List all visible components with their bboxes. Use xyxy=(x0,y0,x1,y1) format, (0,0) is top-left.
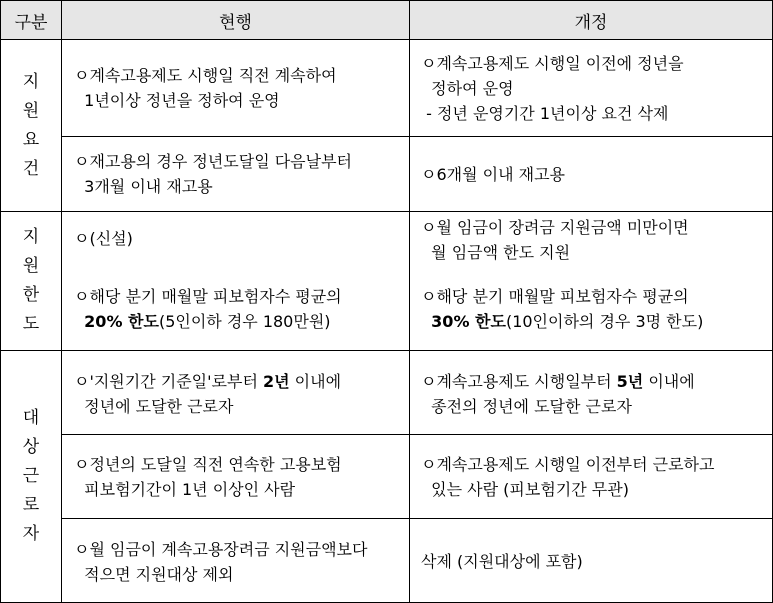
cell-line xyxy=(74,63,337,88)
cell-current xyxy=(74,452,342,502)
cell-current xyxy=(74,537,367,587)
cell-revised xyxy=(421,162,565,187)
text-segment xyxy=(421,312,431,331)
header-current: 현행 xyxy=(219,12,252,33)
cell-line xyxy=(74,562,367,587)
cell-line xyxy=(421,452,714,477)
text-segment: 피보험기간이 1년 이상인 사람 xyxy=(74,480,296,499)
text-segment: 이내에 xyxy=(643,372,695,391)
category-char: 도 xyxy=(22,314,40,334)
cell-line xyxy=(74,284,342,309)
cell-current xyxy=(74,226,133,251)
category-support-limit-text xyxy=(23,223,39,339)
category-char: 건 xyxy=(22,158,40,179)
cell-line xyxy=(74,226,133,251)
category-support-requirements-text xyxy=(23,68,39,184)
text-segment: ㅇ해당 분기 매월말 피보험자수 평균의 xyxy=(421,287,689,306)
text-segment: 3개월 이내 재고용 xyxy=(74,177,213,196)
section-divider xyxy=(0,211,773,212)
text-segment: ㅇ'지원기간 기준일'로부터 xyxy=(74,372,263,391)
cell-current xyxy=(74,63,337,113)
text-segment: 정하여 운영 xyxy=(421,79,514,98)
text-segment: ㅇ월 임금이 장려금 지원금액 미만이면 xyxy=(421,218,689,237)
category-support-limit xyxy=(1,212,61,350)
bold-text: 30% 한도 xyxy=(431,312,506,331)
row-divider xyxy=(61,434,773,435)
text-segment: 종전의 정년에 도달한 근로자 xyxy=(421,397,632,416)
category-char: 대 xyxy=(22,408,40,428)
cell-revised xyxy=(421,284,703,334)
cell-current xyxy=(74,369,341,419)
category-char: 원 xyxy=(22,100,40,121)
text-segment: ㅇ(신설) xyxy=(74,229,133,248)
text-segment: ㅇ계속고용제도 시행일 직전 계속하여 xyxy=(74,66,337,85)
cell-line xyxy=(74,394,341,419)
category-char: 상 xyxy=(22,437,40,457)
text-segment: 월 임금액 한도 지원 xyxy=(421,243,571,262)
header-divider xyxy=(0,39,773,40)
cell-revised xyxy=(421,51,684,126)
cell-line xyxy=(421,215,689,240)
category-char: 원 xyxy=(22,256,40,276)
cell-line xyxy=(421,76,684,101)
category-char: 지 xyxy=(22,227,40,247)
category-target-workers xyxy=(1,351,61,602)
cell-line xyxy=(421,309,703,334)
text-segment: 이내에 xyxy=(289,372,342,391)
text-segment: (10인이하의 경우 3명 한도) xyxy=(505,312,704,331)
bold-text: 5년 xyxy=(616,372,644,391)
cell-line xyxy=(74,309,342,334)
text-segment: ㅇ정년의 도달일 직전 연속한 고용보험 xyxy=(74,455,342,474)
category-char: 한 xyxy=(22,285,40,305)
table-border xyxy=(0,0,1,603)
text-segment xyxy=(74,312,84,331)
cell-current xyxy=(74,284,342,334)
cell-revised xyxy=(421,452,714,502)
header-category: 구분 xyxy=(14,12,48,33)
cell-line xyxy=(74,149,352,174)
column-divider xyxy=(409,0,410,603)
cell-line xyxy=(421,394,695,419)
category-char: 지 xyxy=(22,71,40,92)
bold-text: 2년 xyxy=(263,372,290,391)
category-char: 로 xyxy=(22,495,40,515)
cell-current xyxy=(74,149,352,199)
cell-line xyxy=(421,284,703,309)
text-segment: 적으면 지원대상 제외 xyxy=(74,565,234,584)
cell-line xyxy=(74,88,337,113)
cell-line xyxy=(74,477,342,502)
text-segment: ㅇ계속고용제도 시행일 이전에 정년을 xyxy=(421,54,684,73)
cell-line xyxy=(421,369,695,394)
text-segment: ㅇ월 임금이 계속고용장려금 지원금액보다 xyxy=(74,540,368,559)
header-revised: 개정 xyxy=(574,12,608,33)
category-char: 자 xyxy=(22,524,40,544)
cell-line xyxy=(74,174,352,199)
text-segment: (5인이하 경우 180만원) xyxy=(158,312,331,331)
text-segment: - 정년 운영기간 1년이상 요건 삭제 xyxy=(421,104,669,123)
cell-line xyxy=(421,51,684,76)
cell-line xyxy=(421,549,583,574)
cell-revised xyxy=(421,215,689,265)
cell-line xyxy=(421,162,565,187)
cell-line xyxy=(421,101,684,126)
category-char: 요 xyxy=(22,129,40,150)
cell-revised xyxy=(421,549,583,574)
cell-line xyxy=(421,477,714,502)
cell-revised xyxy=(421,369,695,419)
category-char: 근 xyxy=(22,466,40,486)
text-segment: ㅇ계속고용제도 시행일 이전부터 근로하고 xyxy=(421,455,715,474)
cell-line xyxy=(421,240,689,265)
column-divider xyxy=(61,0,62,603)
cell-line xyxy=(74,537,367,562)
text-segment: 있는 사람 (피보험기간 무관) xyxy=(421,480,629,499)
text-segment: ㅇ6개월 이내 재고용 xyxy=(421,165,565,184)
row-divider xyxy=(61,518,773,519)
text-segment: ㅇ해당 분기 매월말 피보험자수 평균의 xyxy=(74,287,342,306)
category-support-requirements xyxy=(1,40,61,211)
bold-text: 20% 한도 xyxy=(84,312,159,331)
section-divider xyxy=(0,350,773,351)
table-border xyxy=(0,0,773,1)
row-divider xyxy=(61,136,773,137)
cell-line xyxy=(74,369,341,394)
text-segment: 삭제 (지원대상에 포함) xyxy=(421,552,583,571)
text-segment: 1년이상 정년을 정하여 운영 xyxy=(74,91,280,110)
text-segment: 정년에 도달한 근로자 xyxy=(74,397,234,416)
text-segment: ㅇ계속고용제도 시행일부터 xyxy=(421,372,617,391)
cell-line xyxy=(74,452,342,477)
text-segment: ㅇ재고용의 경우 정년도달일 다음날부터 xyxy=(74,152,353,171)
category-target-workers-text xyxy=(23,404,39,549)
